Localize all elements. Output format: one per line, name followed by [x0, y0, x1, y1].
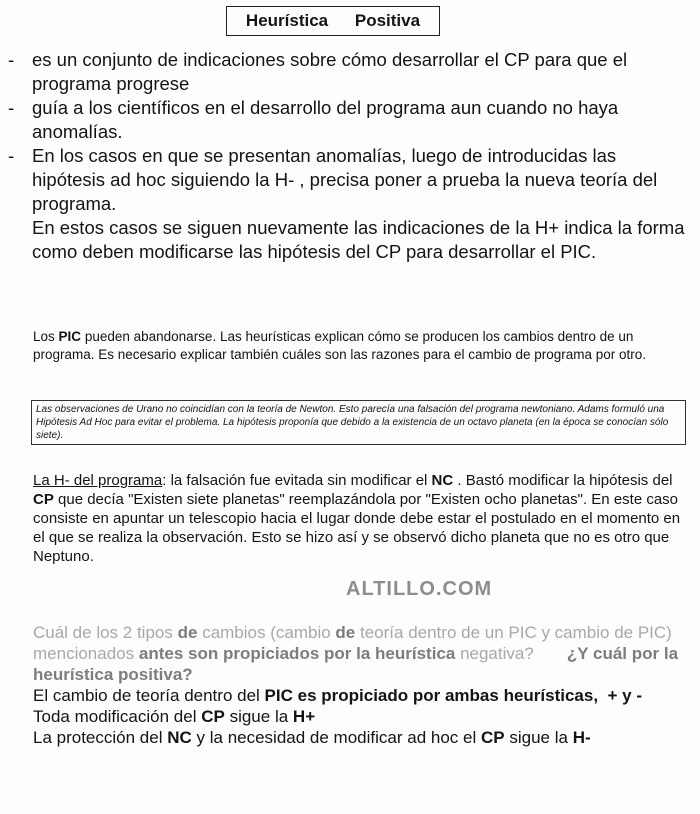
- neptuno-nc: NC: [431, 472, 454, 489]
- question: [33, 622, 693, 685]
- neptuno-part2: . Bastó modificar la hipótesis del: [457, 472, 673, 489]
- bullet-dash: -: [8, 145, 15, 166]
- bullet-dash: -: [8, 97, 15, 118]
- answer-3-nc: NC: [167, 728, 192, 747]
- question-part4: negativa?: [460, 644, 534, 663]
- answer-1-signs: + y -: [607, 686, 643, 705]
- question-part2: cambios (cambio: [202, 623, 331, 642]
- question-bold3: antes son propiciados por la heurística: [138, 644, 456, 663]
- title-word-positiva: Positiva: [354, 11, 421, 30]
- paragraph-neptuno: [33, 471, 691, 566]
- question-answer-block: [33, 622, 693, 748]
- watermark: ALTILLO.COM: [346, 578, 493, 600]
- answer-3-rest: sigue la: [509, 728, 568, 747]
- boxed-note: Las observaciones de Urano no coincidían con la teoría de Newton. Esto parecía una falsación del programa newtoniano. Adams formuló una Hipótesis Ad Hoc para evitar el problema. La hipótesis proponía que debido a la existencia de un octavo planeta (en la época se conocían sólo siete).: [31, 400, 686, 445]
- neptuno-part1: : la falsación fue evitada sin modificar el: [162, 472, 428, 489]
- pic-lead: Los: [33, 329, 55, 344]
- answer-2-text: Toda modificación del: [33, 707, 197, 726]
- bullet-item: [8, 144, 688, 264]
- answer-3-sign: H-: [572, 728, 591, 747]
- question-part3: teoría dentro de un PIC y cambio de PIC) mencionados: [33, 623, 672, 663]
- answer-3-cp: CP: [480, 728, 505, 747]
- pic-rest: pueden abandonarse. Las heurísticas explican cómo se producen los cambios dentro de un programa. Es necesario explicar también cuáles son las razones para el cambio de programa por otro.: [33, 329, 647, 362]
- bullet-text: En los casos en que se presentan anomalías, luego de introducidas las hipótesis ad hoc siguiendo la H- , precisa poner a prueba la nueva teoría del programa.: [32, 145, 658, 214]
- bullet-continuation: En estos casos se siguen nuevamente las indicaciones de la H+ indica la forma como deben modificarse las hipótesis del CP para desarrollar el PIC.: [32, 217, 685, 262]
- answer-3: [33, 727, 693, 748]
- neptuno-heading: La H- del programa: [33, 472, 163, 489]
- bullet-text: guía a los científicos en el desarrollo del programa aun cuando no haya anomalías.: [32, 97, 619, 142]
- bullet-dash: -: [8, 49, 15, 70]
- neptuno-cp: CP: [33, 491, 54, 508]
- question-bold2: de: [335, 623, 356, 642]
- title-word-heuristica: Heurística: [245, 11, 329, 30]
- question-bold1: de: [177, 623, 198, 642]
- answer-2-cp: CP: [201, 707, 225, 726]
- answer-3-mid: y la necesidad de modificar ad hoc el: [196, 728, 477, 747]
- answer-2-sign: H+: [292, 707, 316, 726]
- answer-2-rest: sigue la: [229, 707, 289, 726]
- question-part1: Cuál de los 2 tipos: [33, 623, 173, 642]
- answer-3-text: La protección del: [33, 728, 163, 747]
- bullet-item: [8, 96, 688, 144]
- bullet-text: es un conjunto de indicaciones sobre cómo desarrollar el CP para que el programa progrese: [32, 49, 628, 94]
- title-box: [226, 6, 440, 36]
- answer-2: [33, 706, 693, 727]
- pic-term: PIC: [58, 329, 82, 344]
- answer-1-text: El cambio de teoría dentro del: [33, 686, 260, 705]
- neptuno-part3: que decía "Existen siete planetas" reemplazándola por "Existen ocho planetas". En este caso consiste en apuntar un telescopio hacia el lugar donde debe estar el postulado en el momento en el que se realiza la observación. Esto se hizo así y se observó dicho planeta que no es otro que Neptuno.: [33, 491, 681, 565]
- answer-1: [33, 685, 693, 706]
- answer-1-rest: es propiciado por ambas heurísticas,: [297, 686, 599, 705]
- bullet-item: [8, 48, 688, 96]
- answer-1-pic: PIC: [264, 686, 293, 705]
- paragraph-pic: [33, 328, 685, 364]
- question-part5: ¿Y cuál por la heurística positiva?: [33, 644, 679, 684]
- bullet-list: [8, 48, 688, 264]
